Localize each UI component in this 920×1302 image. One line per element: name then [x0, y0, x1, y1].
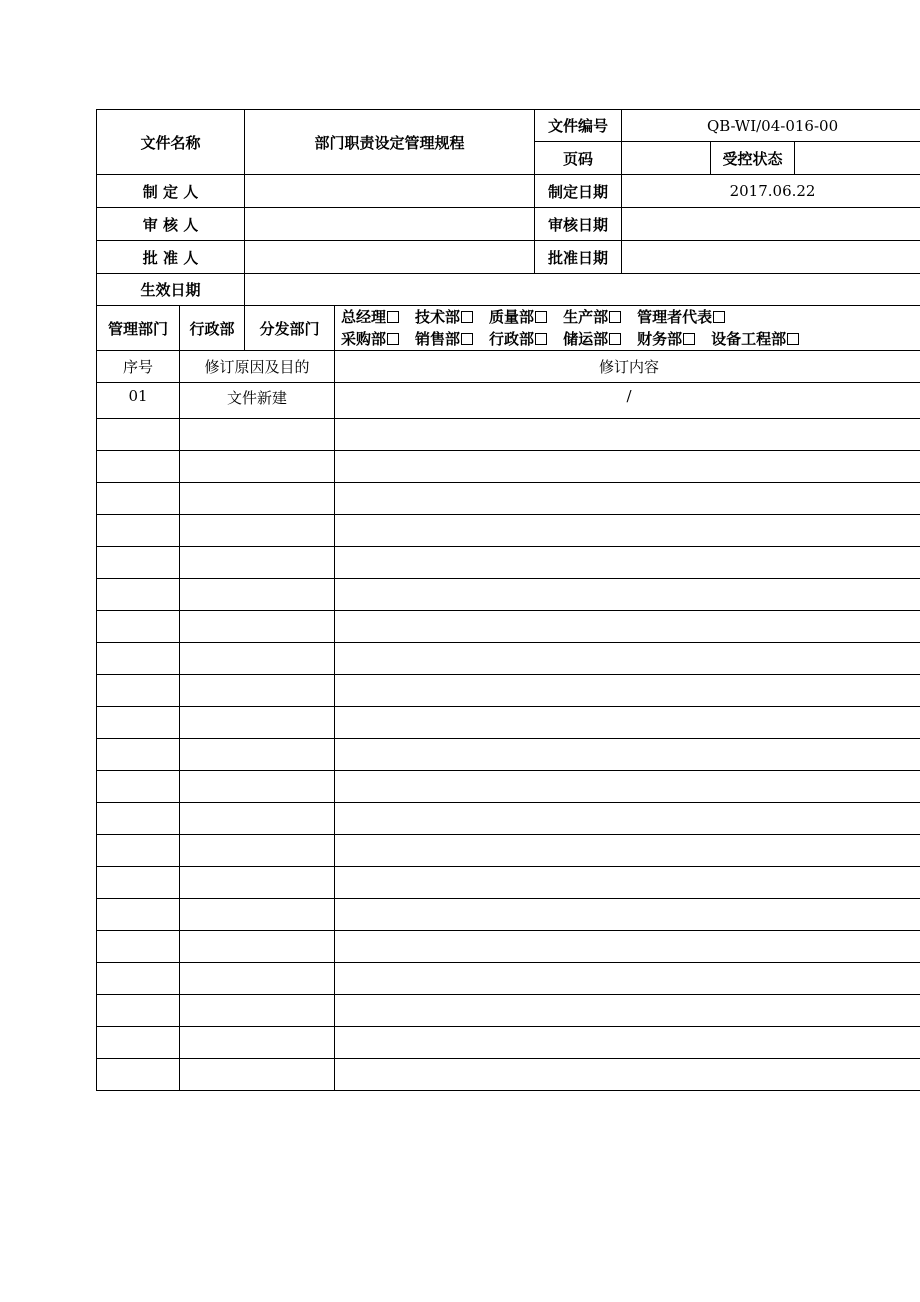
checkbox-icon[interactable] — [387, 311, 399, 323]
dist-dept-name: 销售部 — [415, 330, 461, 348]
table-row — [97, 771, 920, 803]
rev-seq-cell — [97, 1027, 180, 1059]
rev-seq-cell — [97, 515, 180, 547]
effective-date-value — [245, 274, 920, 306]
table-row — [97, 611, 920, 643]
table-row — [97, 643, 920, 675]
rev-reason-cell — [180, 867, 335, 899]
page-label: 页码 — [535, 142, 622, 175]
dist-dept-name: 财务部 — [637, 330, 683, 348]
file-name-value: 部门职责设定管理规程 — [245, 110, 535, 175]
control-status-label: 受控状态 — [711, 142, 795, 175]
dist-line2-3 — [563, 330, 629, 348]
rev-reason-cell — [180, 963, 335, 995]
dist-line-1 — [341, 306, 920, 328]
checkbox-icon[interactable] — [461, 333, 473, 345]
rev-reason-cell — [180, 579, 335, 611]
dist-line1-2 — [489, 308, 555, 326]
rev-seq-cell — [97, 483, 180, 515]
checkbox-icon[interactable] — [461, 311, 473, 323]
table-row — [97, 739, 920, 771]
rev-content-cell — [335, 931, 920, 963]
rev-reason-cell — [180, 739, 335, 771]
rev-seq-cell — [97, 931, 180, 963]
table-row — [97, 1027, 920, 1059]
table-row — [97, 803, 920, 835]
rev-seq-cell — [97, 611, 180, 643]
dist-line2-4 — [637, 330, 703, 348]
control-status-value — [795, 142, 920, 175]
rev-reason-cell — [180, 707, 335, 739]
dist-line1-0 — [341, 308, 407, 326]
reviewer-label: 审 核 人 — [97, 208, 245, 241]
mgmt-dept-value: 行政部 — [180, 306, 245, 351]
page-value — [622, 142, 711, 175]
rev-content-cell — [335, 1059, 920, 1091]
dist-dept-name: 储运部 — [563, 330, 609, 348]
rev-seq-cell — [97, 579, 180, 611]
table-row — [97, 675, 920, 707]
rev-reason-cell — [180, 547, 335, 579]
dist-line-2 — [341, 328, 920, 350]
table-row — [97, 579, 920, 611]
dist-line1-4 — [637, 308, 733, 326]
rev-seq-cell — [97, 675, 180, 707]
rev-seq-cell — [97, 835, 180, 867]
rev-content-cell — [335, 451, 920, 483]
rev-content-cell — [335, 739, 920, 771]
rev-reason-cell — [180, 1027, 335, 1059]
mgmt-dept-label: 管理部门 — [97, 306, 180, 351]
rev-reason-cell — [180, 899, 335, 931]
author-label: 制 定 人 — [97, 175, 245, 208]
rev-seq-cell — [97, 803, 180, 835]
rev-reason-cell — [180, 835, 335, 867]
rev-reason-cell — [180, 995, 335, 1027]
checkbox-icon[interactable] — [535, 311, 547, 323]
checkbox-icon[interactable] — [535, 333, 547, 345]
table-row — [97, 867, 920, 899]
table-row — [97, 899, 920, 931]
rev-reason-cell — [180, 515, 335, 547]
rev-content-cell — [335, 579, 920, 611]
rev-seq-cell: 01 — [97, 383, 180, 419]
rev-reason-cell — [180, 419, 335, 451]
dist-dept-name: 采购部 — [341, 330, 387, 348]
rev-header-content: 修订内容 — [335, 351, 920, 383]
rev-content-cell — [335, 675, 920, 707]
rev-content-cell — [335, 419, 920, 451]
rev-seq-cell — [97, 547, 180, 579]
rev-content-cell — [335, 547, 920, 579]
table-row — [97, 419, 920, 451]
table-row — [97, 931, 920, 963]
effective-date-label: 生效日期 — [97, 274, 245, 306]
checkbox-icon[interactable] — [387, 333, 399, 345]
table-row — [97, 547, 920, 579]
checkbox-icon[interactable] — [609, 311, 621, 323]
reviewer-value — [245, 208, 535, 241]
rev-content-cell — [335, 835, 920, 867]
rev-seq-cell — [97, 995, 180, 1027]
author-date-value: 2017.06.22 — [622, 175, 920, 208]
rev-seq-cell — [97, 867, 180, 899]
dist-line2-2 — [489, 330, 555, 348]
dist-dept-name: 质量部 — [489, 308, 535, 326]
dist-line2-5 — [711, 330, 807, 348]
approve-date-label: 批准日期 — [535, 241, 622, 274]
table-row — [97, 963, 920, 995]
table-row — [97, 483, 920, 515]
dist-dept-label: 分发部门 — [245, 306, 335, 351]
dist-line2-0 — [341, 330, 407, 348]
dist-dept-name: 行政部 — [489, 330, 535, 348]
rev-content-cell — [335, 867, 920, 899]
rev-content-cell: / — [335, 383, 920, 419]
rev-seq-cell — [97, 643, 180, 675]
rev-header-seq: 序号 — [97, 351, 180, 383]
rev-content-cell — [335, 643, 920, 675]
dist-dept-list — [335, 306, 920, 351]
rev-content-cell — [335, 483, 920, 515]
rev-reason-cell — [180, 931, 335, 963]
rev-reason-cell — [180, 675, 335, 707]
dist-dept-name: 生产部 — [563, 308, 609, 326]
rev-seq-cell — [97, 707, 180, 739]
dist-dept-name: 技术部 — [415, 308, 461, 326]
dist-dept-name: 管理者代表 — [637, 308, 713, 326]
rev-content-cell — [335, 963, 920, 995]
dist-line1-1 — [415, 308, 481, 326]
rev-reason-cell — [180, 611, 335, 643]
checkbox-icon[interactable] — [683, 333, 695, 345]
rev-content-cell — [335, 611, 920, 643]
approver-value — [245, 241, 535, 274]
rev-seq-cell — [97, 963, 180, 995]
document-control-table — [96, 109, 920, 1091]
file-name-label: 文件名称 — [97, 110, 245, 175]
approve-date-value — [622, 241, 920, 274]
table-row — [97, 835, 920, 867]
rev-reason-cell — [180, 643, 335, 675]
rev-content-cell — [335, 803, 920, 835]
table-row — [97, 995, 920, 1027]
dist-dept-name: 总经理 — [341, 308, 387, 326]
rev-reason-cell — [180, 451, 335, 483]
rev-seq-cell — [97, 771, 180, 803]
table-row — [97, 383, 920, 419]
rev-seq-cell — [97, 451, 180, 483]
rev-reason-cell — [180, 483, 335, 515]
table-row — [97, 707, 920, 739]
review-date-label: 审核日期 — [535, 208, 622, 241]
rev-header-reason: 修订原因及目的 — [180, 351, 335, 383]
approver-label: 批 准 人 — [97, 241, 245, 274]
rev-seq-cell — [97, 1059, 180, 1091]
rev-content-cell — [335, 515, 920, 547]
rev-seq-cell — [97, 739, 180, 771]
checkbox-icon[interactable] — [609, 333, 621, 345]
checkbox-icon[interactable] — [787, 333, 799, 345]
rev-reason-cell — [180, 771, 335, 803]
rev-seq-cell — [97, 899, 180, 931]
rev-reason-cell: 文件新建 — [180, 383, 335, 419]
file-no-label: 文件编号 — [535, 110, 622, 142]
rev-content-cell — [335, 995, 920, 1027]
author-value — [245, 175, 535, 208]
checkbox-icon[interactable] — [713, 311, 725, 323]
table-row — [97, 1059, 920, 1091]
rev-content-cell — [335, 771, 920, 803]
review-date-value — [622, 208, 920, 241]
rev-seq-cell — [97, 419, 180, 451]
file-no-value: QB-WI/04-016-00 — [622, 110, 920, 142]
table-row — [97, 451, 920, 483]
dist-line1-3 — [563, 308, 629, 326]
rev-reason-cell — [180, 1059, 335, 1091]
dist-dept-name: 设备工程部 — [711, 330, 787, 348]
dist-line2-1 — [415, 330, 481, 348]
author-date-label: 制定日期 — [535, 175, 622, 208]
table-row — [97, 515, 920, 547]
rev-content-cell — [335, 707, 920, 739]
rev-content-cell — [335, 899, 920, 931]
rev-content-cell — [335, 1027, 920, 1059]
rev-reason-cell — [180, 803, 335, 835]
